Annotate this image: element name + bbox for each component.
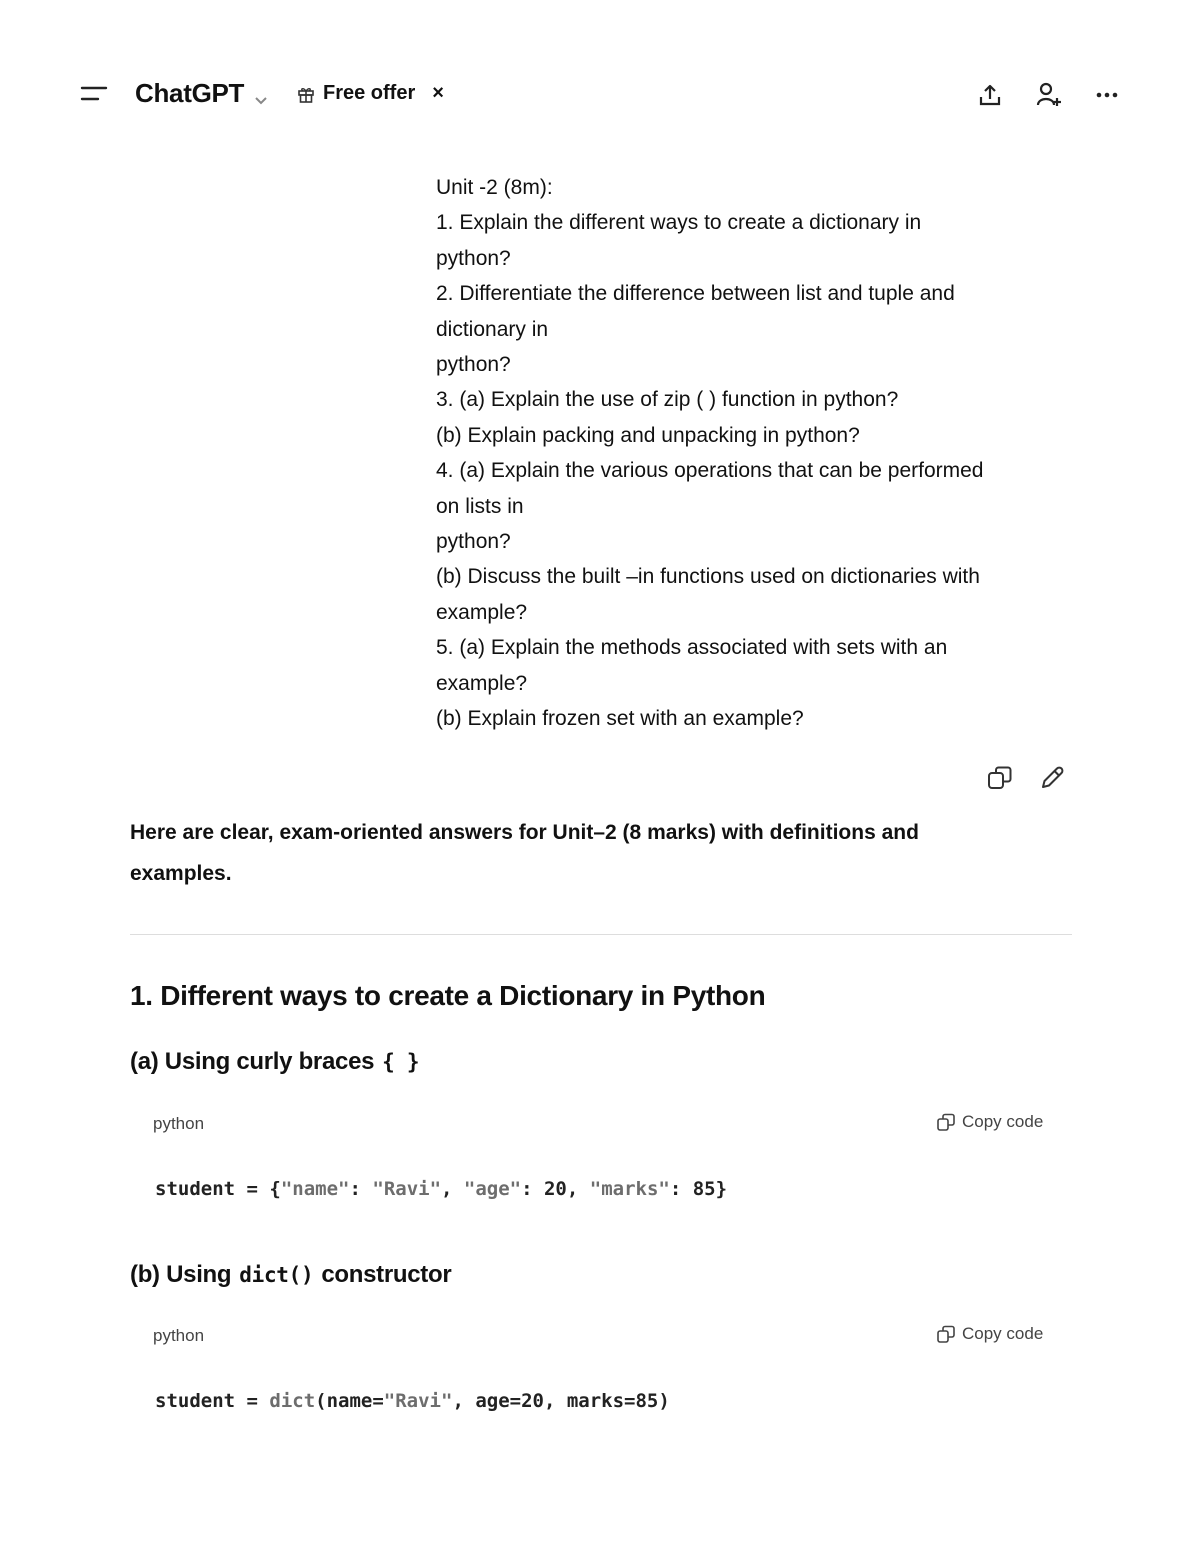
user-message-line: (b) Discuss the built –in functions used on dictionaries with	[436, 565, 980, 589]
user-message-line: dictionary in	[436, 317, 549, 341]
user-message-line: Unit -2 (8m):	[436, 176, 553, 199]
copy-code-label: Copy code	[962, 1112, 1044, 1131]
code-token: "Ravi"	[372, 1178, 442, 1200]
user-message-line: 5. (a) Explain the methods associated with sets with an	[436, 636, 948, 660]
code-line	[155, 1390, 670, 1412]
user-message-line: example?	[436, 671, 528, 695]
free-offer-banner[interactable]	[296, 82, 444, 105]
code-token: dict	[269, 1390, 316, 1412]
edit-message-icon[interactable]	[1038, 764, 1066, 792]
response-intro-line: Here are clear, exam-oriented answers for Unit–2 (8 marks) with definitions and	[130, 821, 919, 844]
copy-code-button[interactable]	[936, 1112, 1043, 1132]
code-token: ,	[441, 1178, 464, 1200]
top-bar	[0, 0, 1200, 190]
free-offer-label: Free offer	[323, 82, 416, 104]
code-token: student = {	[155, 1178, 281, 1200]
divider	[130, 934, 1072, 935]
copy-code-label: Copy code	[962, 1324, 1044, 1343]
subheading-dict-constructor	[130, 1261, 451, 1289]
subheading-label: constructor	[321, 1261, 452, 1288]
code-token: "age"	[463, 1178, 522, 1200]
inline-code: { }	[382, 1050, 420, 1074]
more-options-icon[interactable]	[1093, 80, 1123, 110]
copy-message-icon[interactable]	[986, 764, 1014, 792]
code-line	[155, 1178, 727, 1200]
code-token: "marks"	[589, 1178, 670, 1200]
share-icon[interactable]	[975, 80, 1005, 110]
code-language-label: python	[153, 1326, 205, 1345]
copy-icon	[936, 1112, 956, 1132]
user-message-line: (b) Explain frozen set with an example?	[436, 707, 804, 731]
code-language-label: python	[153, 1114, 205, 1133]
code-token: : 20,	[521, 1178, 590, 1200]
code-token: "name"	[280, 1178, 350, 1200]
chevron-down-icon	[252, 85, 270, 103]
section-heading: 1. Different ways to create a Dictionary in Python	[130, 980, 766, 1011]
app-title: ChatGPT	[135, 78, 245, 108]
code-token: student =	[155, 1390, 270, 1412]
user-message-line: python?	[436, 530, 511, 554]
subheading-curly-braces	[130, 1048, 419, 1076]
close-offer-icon[interactable]: ×	[432, 82, 444, 104]
sidebar-menu-icon[interactable]	[80, 82, 108, 106]
user-message-line: 2. Differentiate the difference between list and tuple and	[436, 282, 955, 306]
code-token: (name=	[315, 1390, 384, 1412]
response-intro-line: examples.	[130, 862, 232, 885]
add-people-icon[interactable]	[1033, 80, 1063, 110]
user-message-line: python?	[436, 246, 511, 270]
user-message-line: example?	[436, 600, 528, 624]
user-message-line: 4. (a) Explain the various operations that can be performed	[436, 459, 984, 483]
user-message	[436, 170, 1076, 737]
gift-icon	[296, 84, 316, 104]
code-token: "Ravi"	[383, 1390, 453, 1412]
user-message-line: 1. Explain the different ways to create a dictionary in	[436, 211, 922, 235]
copy-icon	[936, 1324, 956, 1344]
user-message-line: 3. (a) Explain the use of zip ( ) function in python?	[436, 388, 899, 412]
message-actions	[986, 764, 1066, 792]
user-message-line: (b) Explain packing and unpacking in python?	[436, 423, 860, 447]
user-message-line: on lists in	[436, 494, 524, 518]
model-selector[interactable]	[135, 78, 270, 109]
code-token: : 85}	[669, 1178, 728, 1200]
subheading-label: (b) Using	[130, 1261, 232, 1288]
inline-code: dict()	[239, 1263, 314, 1287]
code-token: , age=20, marks=85)	[452, 1390, 670, 1412]
copy-code-button[interactable]	[936, 1324, 1043, 1344]
response-intro	[130, 812, 1090, 894]
code-token: :	[349, 1178, 373, 1200]
subheading-label: (a) Using curly braces	[130, 1048, 375, 1075]
user-message-line: python?	[436, 353, 511, 377]
